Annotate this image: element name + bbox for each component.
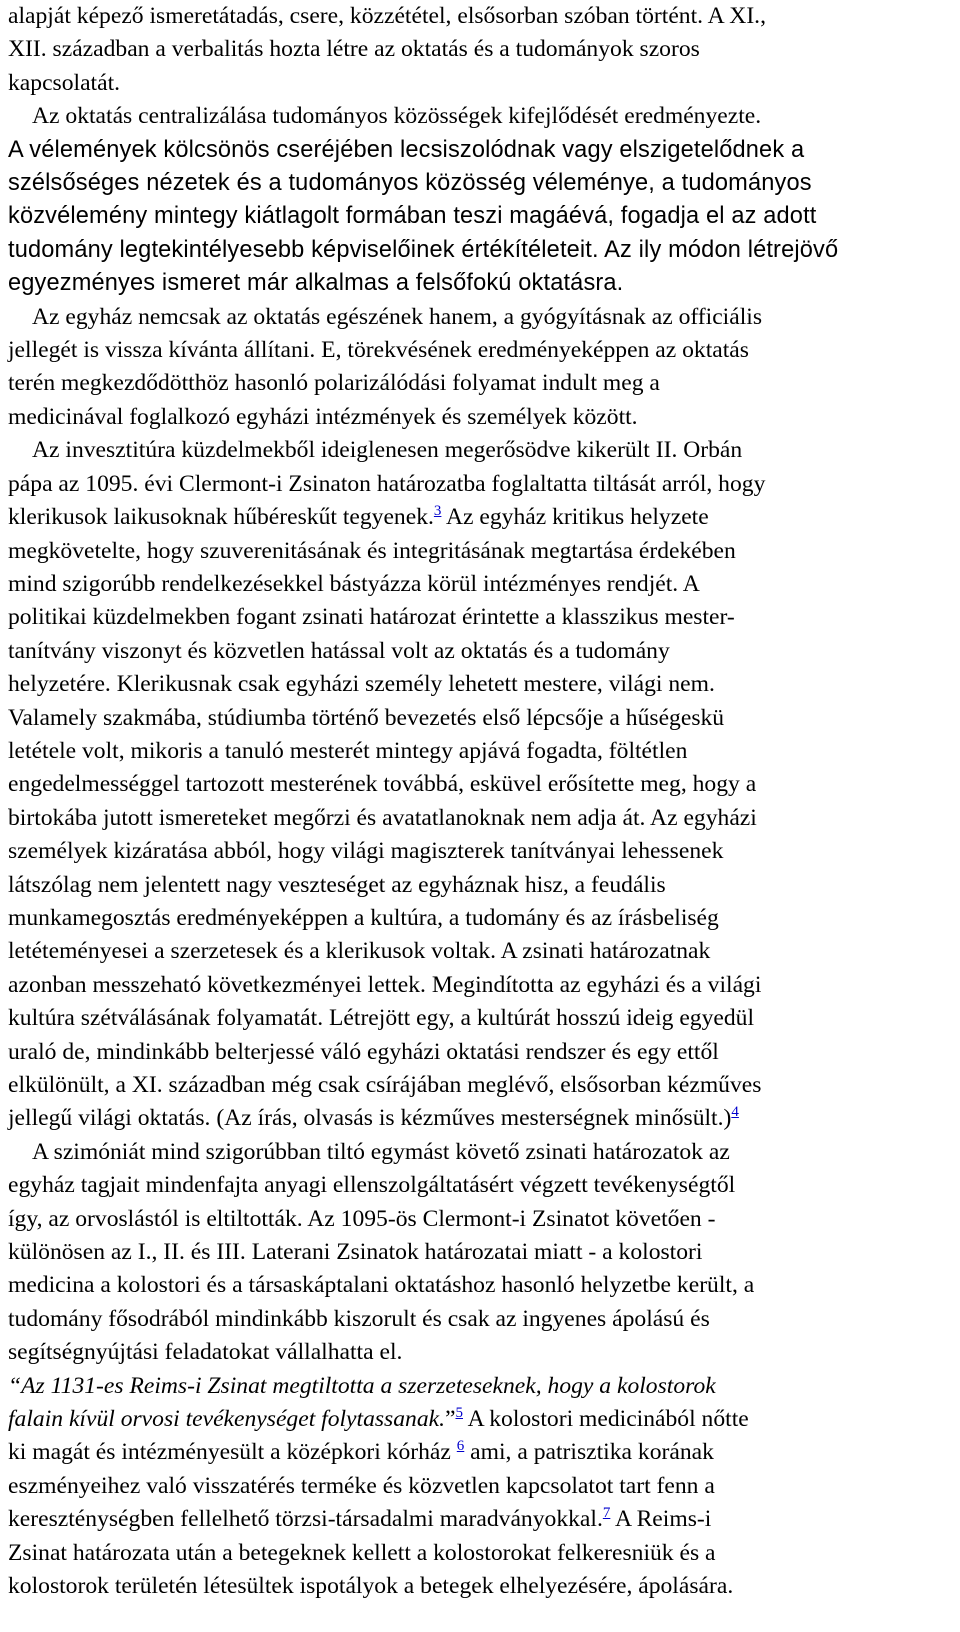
- text-fragment: Az egyház kritikus helyzete: [441, 504, 709, 531]
- text-line: különösen az I., II. és III. Laterani Zsinatok határozatai miatt - a kolostori: [8, 1239, 703, 1266]
- text-fragment: ami, a patrisztika korának: [464, 1439, 714, 1466]
- text-line: pápa az 1095. évi Clermont-i Zsinaton határozatba foglaltatta tiltását arról, hogy: [8, 470, 766, 497]
- text-fragment: klerikusok laikusoknak hűbéreskűt tegyenek.: [8, 504, 434, 531]
- quote-line: “Az 1131-es Reims-i Zsinat megtiltotta a szerzeteseknek, hogy a kolostorok: [8, 1372, 716, 1399]
- quote-fragment: falain kívül orvosi tevékenységet folytassanak.: [8, 1406, 446, 1433]
- text-fragment: A Reims-i: [610, 1506, 712, 1533]
- text-line: látszólag nem jelentett nagy veszteséget az egyháznak hisz, a feudális: [8, 871, 666, 898]
- text-line: letéteményesei a szerzetesek és a klerikusok voltak. A zsinati határozatnak: [8, 938, 711, 965]
- text-line: kolostorok területén létesültek ispotályok a betegek elhelyezésére, ápolására.: [8, 1573, 734, 1600]
- text-line: [8, 1436, 960, 1469]
- text-line: megkövetelte, hogy szuverenitásának és integritásának megtartása érdekében: [8, 537, 736, 564]
- text-line: Valamely szakmába, stúdiumba történő bevezetés első lépcsője a hűségeskü: [8, 704, 725, 731]
- text-line: egyház tagjait mindenfajta anyagi ellenszolgáltatásért végzett tevékenységtől: [8, 1172, 736, 1199]
- quote-close-mark: ”: [445, 1406, 456, 1433]
- text-line: segítségnyújtási feladatokat vállalhatta el.: [8, 1339, 403, 1366]
- text-line: XII. században a verbalitás hozta létre az oktatás és a tudományok szoros: [8, 36, 700, 63]
- text-line: tanítvány viszonyt és közvetlen hatással volt az oktatás és a tudomány: [8, 637, 670, 664]
- text-fragment: kereszténységben fellelhető törzsi-társadalmi maradványokkal.: [8, 1506, 603, 1533]
- text-line: A szimóniát mind szigorúbban tiltó egymást követő zsinati határozatok az: [32, 1138, 730, 1165]
- text-line: mind szigorúbb rendelkezésekkel bástyázza körül intézményes rendjét. A: [8, 570, 700, 597]
- text-line: letétele volt, mikoris a tanuló mesterét mintegy apjává fogadta, föltétlen: [8, 737, 688, 764]
- text-fragment: ki magát és intézményesült a középkori kórház: [8, 1439, 457, 1466]
- text-line: A vélemények kölcsönös cseréjében lecsiszolódnak vagy elszigetelődnek a: [8, 136, 805, 163]
- text-line: közvélemény mintegy kiátlagolt formában teszi magáévá, fogadja el az adott: [8, 203, 817, 230]
- footnote-link-6[interactable]: 6: [456, 1438, 465, 1455]
- text-line: [8, 501, 960, 534]
- text-line: tudomány fősodrából mindinkább kiszorult és csak az ingyenes ápolású és: [8, 1305, 710, 1332]
- text-line: alapját képező ismeretátadás, csere, közzététel, elsősorban szóban történt. A XI.,: [8, 3, 766, 29]
- text-line: Zsinat határozata után a betegeknek kellett a kolostorokat felkeresniük és a: [8, 1539, 716, 1566]
- text-line: tudomány legtekintélyesebb képviselőinek értékítéleteit. Az ily módon létrejövő: [8, 236, 839, 263]
- text-fragment: jellegű világi oktatás. (Az írás, olvasás is kézműves mesterségnek minősült.): [8, 1105, 732, 1132]
- text-line: Az egyház nemcsak az oktatás egészének hanem, a gyógyításnak az officiális: [32, 303, 763, 330]
- text-line: Az oktatás centralizálása tudományos közösségek kifejlődését eredményezte.: [32, 103, 762, 130]
- footnote-link-4[interactable]: 4: [731, 1104, 739, 1121]
- text-line: Az invesztitúra küzdelmekből ideiglenesen megerősödve kikerült II. Orbán: [32, 437, 743, 464]
- paragraph-5: [8, 1136, 960, 1370]
- text-line: uraló de, mindinkább belterjessé váló egyházi oktatási rendszer és egy ettől: [8, 1038, 719, 1065]
- text-fragment: A kolostori medicinából nőtte: [463, 1406, 749, 1433]
- text-line: helyzetére. Klerikusnak csak egyházi személy lehetett mestere, világi nem.: [8, 671, 715, 698]
- text-line: azonban messzeható következményei lettek. Megindította az egyházi és a világi: [8, 971, 762, 998]
- text-line: munkamegosztás eredményeképpen a kultúra, a tudomány és az írásbeliség: [8, 904, 719, 931]
- text-line: szélsőséges nézetek és a tudományos közösség véleménye, a tudományos: [8, 170, 812, 197]
- footnote-link-5[interactable]: 5: [455, 1405, 463, 1422]
- footnote-link-7[interactable]: 7: [602, 1505, 611, 1522]
- text-line: [8, 1503, 960, 1536]
- text-line: egyezményes ismeret már alkalmas a felsőfokú oktatásra.: [8, 270, 624, 297]
- text-line: személyek kizáratása abból, hogy világi magiszterek tanítványai lehessenek: [8, 838, 724, 865]
- paragraph-6: [8, 1370, 960, 1604]
- text-line: medicinával foglalkozó egyházi intézmények és személyek között.: [8, 403, 638, 430]
- text-line: terén megkezdődötthöz hasonló polarizálódási folyamat indult meg a: [8, 370, 660, 397]
- text-line: elkülönült, a XI. században még csak csírájában meglévő, elsősorban kézműves: [8, 1072, 762, 1098]
- text-line: kultúra szétválásának folyamatát. Létrejött egy, a kultúrát hosszú ideig egyedül: [8, 1005, 755, 1032]
- text-line: kapcsolatát.: [8, 69, 121, 96]
- footnote-link-3[interactable]: 3: [433, 503, 442, 520]
- text-line: jellegét is vissza kívánta állítani. E, törekvésének eredményeképpen az oktatás: [8, 337, 749, 364]
- paragraph-2: [8, 100, 960, 300]
- text-line: [8, 1403, 960, 1436]
- text-line: így, az orvoslástól is eltiltották. Az 1095-ös Clermont-i Zsinatot követően -: [8, 1205, 716, 1232]
- text-line: medicina a kolostori és a társaskáptalani oktatáshoz hasonló helyzetbe került, a: [8, 1272, 755, 1299]
- paragraph-4: [8, 434, 960, 1136]
- text-line: [8, 1102, 960, 1135]
- text-line: politikai küzdelmekben fogant zsinati határozat érintette a klasszikus mester-: [8, 604, 735, 631]
- text-line: birtokába jutott ismereteket megőrzi és avatatlanoknak nem adja át. Az egyházi: [8, 804, 757, 831]
- text-line: engedelmességgel tartozott mesterének továbbá, esküvel erősítette meg, hogy a: [8, 771, 757, 798]
- paragraph-1: [8, 0, 960, 100]
- text-line: eszményeihez való visszatérés terméke és közvetlen kapcsolatot tart fenn a: [8, 1472, 715, 1499]
- paragraph-3: [8, 301, 960, 435]
